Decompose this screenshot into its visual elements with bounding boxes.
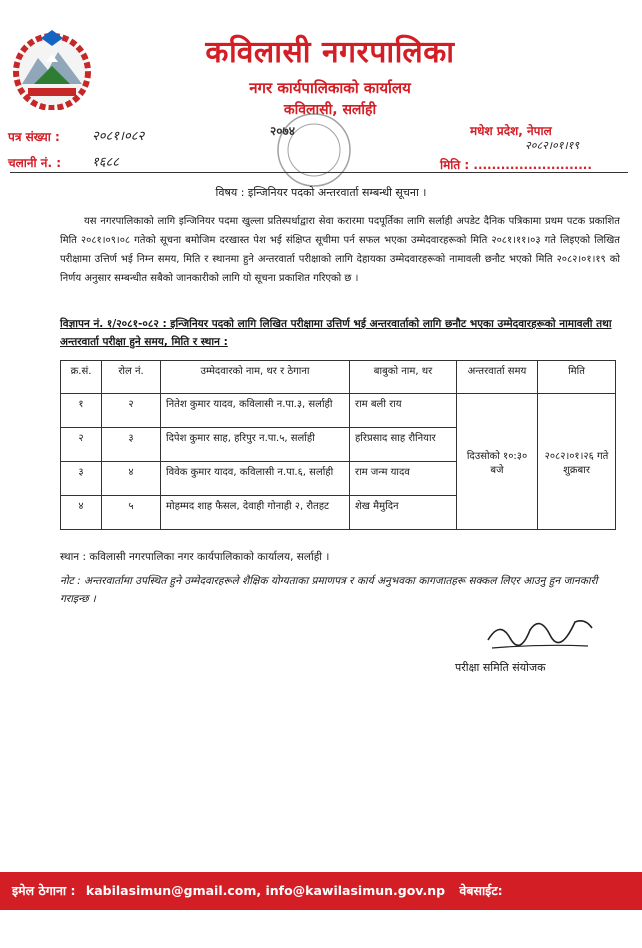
website-link[interactable]: www.kawilasimun.gov.np <box>6 921 185 936</box>
table-row: २ ३ दिपेश कुमार साह, हरिपुर न.पा.५, सर्लाही हरिप्रसाद साह रौनियार <box>61 428 616 462</box>
col-roll: रोल नं. <box>102 361 161 394</box>
footer-bar <box>0 872 642 936</box>
col-time: अन्तरवार्ता समय <box>457 361 538 394</box>
notice-subject: विषय : इन्जिनियर पदको अन्तरवार्ता सम्बन्धी सूचना । <box>215 186 427 199</box>
website-label: वेबसाईट: <box>459 883 503 898</box>
municipality-title: कविलासी नगरपालिका <box>205 35 455 70</box>
table-row: ३ ४ विवेक कुमार यादव, कविलासी न.पा.६, सर्लाही राम जन्म यादव <box>61 462 616 496</box>
province-date: २०८२।०१।१९ <box>525 139 580 152</box>
venue-text: स्थान : कविलासी नगरपालिका नगर कार्यपालिकाको कार्यालय, सर्लाही । <box>60 551 330 563</box>
col-name: उम्मेदवारको नाम, थर र ठेगाना <box>161 361 350 394</box>
table-row: ४ ५ मोहम्मद शाह फैसल, देवाही गोनाही २, रौतहट शेख मैमुदिन <box>61 496 616 530</box>
miti-field: मिति : .......................... <box>440 158 592 172</box>
email-label: इमेल ठेगाना : <box>12 883 76 898</box>
col-sn: क्र.सं. <box>61 361 102 394</box>
nepal-emblem-logo <box>8 28 96 110</box>
header-divider <box>10 172 628 173</box>
establishment-year: २०७४ <box>270 124 295 138</box>
patra-sankhya-label: पत्र संख्या : <box>8 130 60 144</box>
col-date: मिति <box>538 361 616 394</box>
candidates-table <box>60 360 616 530</box>
advertisement-heading: विज्ञापन नं. १/२०८१-०८२ : इन्जिनियर पदको लागि लिखित परीक्षामा उत्तिर्ण भई अन्तरवार्ताको लागि छनौट भएका उम्मेदवारहरूको नामावली तथा अन्तरवार्ता परीक्षा हुने समय, मिति र स्थान : <box>60 318 612 348</box>
office-subtitle: नगर कार्यपालिकाको कार्यालय <box>249 79 411 97</box>
patra-sankhya-value: २०८१।०८२ <box>92 129 145 144</box>
signature <box>480 600 600 660</box>
interview-date: २०८२।०१।२६ गते शुक्रबार <box>538 394 616 530</box>
col-father: बाबुको नाम, थर <box>350 361 457 394</box>
chalani-value: १६८८ <box>92 155 120 170</box>
email-addresses[interactable]: kabilasimun@gmail.com, info@kawilasimun.gov.np <box>85 883 446 898</box>
notice-body: यस नगरपालिकाको लागि इन्जिनियर पदमा खुल्ला प्रतिस्पर्धाद्वारा सेवा करारमा पदपूर्तिका लागि सर्लाही अपडेट दैनिक पत्रिकामा प्रथम पटक प्रकाशित मिति २०८१।०९।०८ गतेको सूचना बमोजिम दरखास्त पेश भई संक्षिप्त सूचीमा पर्न सफल भएका उम्मेदवारहरूको मिति २०८१।११।०३ गते लिइए‍को लिखित परीक्षामा उत्तिर्ण भई निम्न समय, मिति र स्थानमा हुने अन्तरवार्ता परीक्षाको लागि देहायका उम्मेदवारहरूको नामावली छनौट भएको मिति २०८२।०१।१९ को निर्णय अनुसार सम्बन्धीत सबैको जानकारीको लागि यो सूचना प्रकाशित गरिएको छ । <box>60 216 620 284</box>
province-label: मधेश प्रदेश, नेपाल <box>470 124 552 138</box>
note-text: नोट : अन्तरवार्तामा उपस्थित हुने उम्मेदवारहरूले शैक्षिक योग्यताका प्रमाणपत्र र कार्य अनुभवका कागजातहरू सक्कल लिएर आउनु हुन जानकारी गराइन्छ । <box>60 575 598 605</box>
office-location: कविलासी, सर्लाही <box>283 102 377 118</box>
interview-time: दिउसोको १०:३० बजे <box>457 394 538 530</box>
chalani-label: चलानी नं. : <box>8 156 62 170</box>
table-row: १ २ नितेश कुमार यादव, कविलासी न.पा.३, सर्लाही राम बली राय दिउसोको १०:३० बजे २०८२।०१।२६ गते शुक्रबार <box>61 394 616 428</box>
signatory-title: परीक्षा समिति संयोजक <box>455 661 546 674</box>
